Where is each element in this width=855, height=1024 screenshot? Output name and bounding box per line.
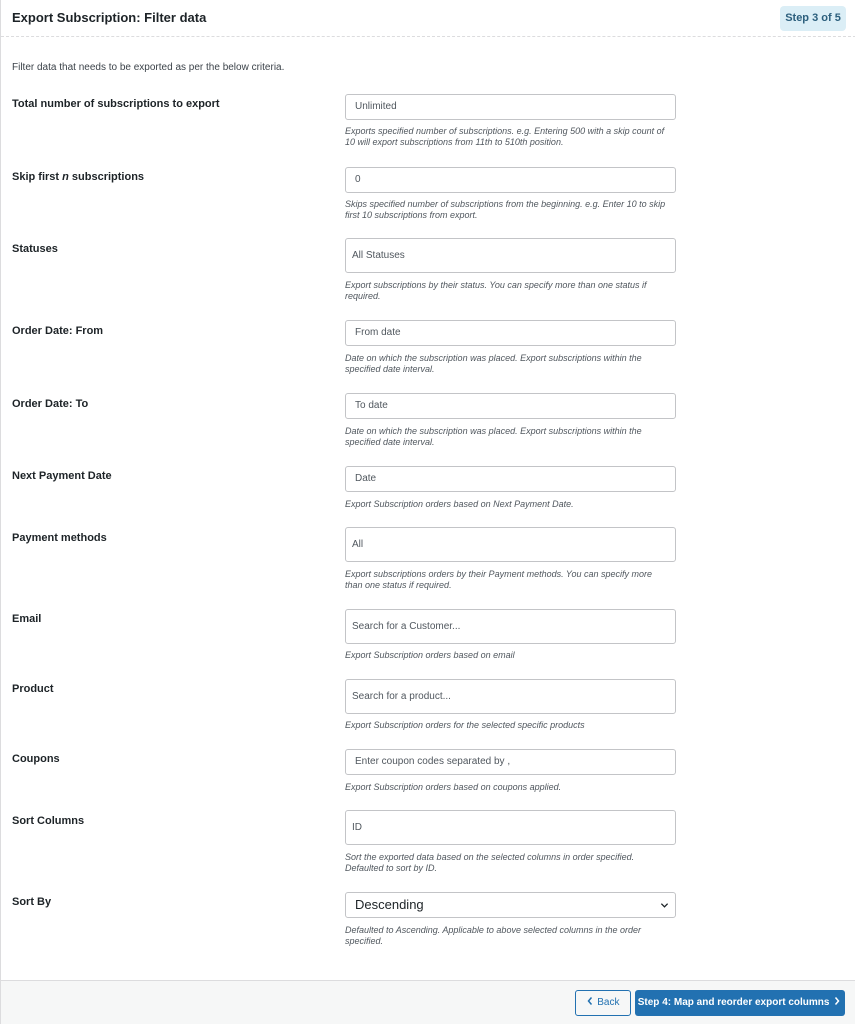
panel-header <box>1 0 855 37</box>
sort-by-desc-line1: Defaulted to Ascending. Applicable to above selected columns in the order <box>345 925 642 935</box>
intro-text: Filter data that needs to be exported as per the below criteria. <box>12 62 285 73</box>
payment-methods-label: Payment methods <box>12 532 107 544</box>
product-label: Product <box>12 683 54 695</box>
back-button-label: Back <box>597 997 620 1008</box>
skip-label-n: n <box>62 171 69 183</box>
panel-footer <box>1 980 855 1024</box>
next-step-button[interactable] <box>635 990 845 1016</box>
payment-methods-select[interactable]: All <box>345 527 676 562</box>
next-payment-label: Next Payment Date <box>12 470 112 482</box>
statuses-desc-line2: required. <box>345 291 381 301</box>
sort-columns-desc-line1: Sort the exported data based on the selected columns in order specified. <box>345 852 635 862</box>
skip-desc-line2: first 10 subscriptions from export. <box>345 210 478 220</box>
statuses-label: Statuses <box>12 243 58 255</box>
skip-label-post: subscriptions <box>68 171 145 183</box>
sort-by-selected: Descending <box>355 897 424 912</box>
sort-by-desc <box>345 925 685 947</box>
sort-by-label: Sort By <box>12 896 52 908</box>
email-desc <box>345 650 685 661</box>
sort-columns-desc-line2: Defaulted to sort by ID. <box>345 863 438 873</box>
date-from-label: Order Date: From <box>12 325 104 337</box>
date-to-label: Order Date: To <box>12 398 89 410</box>
next-step-button-label: Step 4: Map and reorder export columns <box>637 997 830 1008</box>
date-from-desc-line2: specified date interval. <box>345 364 435 374</box>
date-to-desc-line1: Date on which the subscription was placed. Export subscriptions within the <box>345 426 642 436</box>
email-label: Email <box>12 613 42 625</box>
next-payment-input[interactable]: Date <box>345 466 676 492</box>
chevron-down-icon <box>660 901 669 910</box>
statuses-desc <box>345 280 685 302</box>
coupons-input[interactable]: Enter coupon codes separated by , <box>345 749 676 775</box>
sort-columns-desc <box>345 852 685 874</box>
page-title: Export Subscription: Filter data <box>12 10 207 25</box>
product-desc-line1: Export Subscription orders for the selected specific products <box>345 720 585 730</box>
skip-input[interactable]: 0 <box>345 167 676 193</box>
total-input[interactable]: Unlimited <box>345 94 676 120</box>
date-to-desc <box>345 426 685 448</box>
date-from-desc-line1: Date on which the subscription was placed. Export subscriptions within the <box>345 353 642 363</box>
chevron-left-icon <box>586 996 594 1006</box>
email-desc-line1: Export Subscription orders based on email <box>345 650 515 660</box>
sort-by-select[interactable] <box>345 892 676 918</box>
total-desc-line1: Exports specified number of subscriptions. e.g. Entering 500 with a skip count of <box>345 126 665 136</box>
next-payment-desc-line1: Export Subscription orders based on Next Payment Date. <box>345 499 574 509</box>
date-to-desc-line2: specified date interval. <box>345 437 435 447</box>
email-select[interactable]: Search for a Customer... <box>345 609 676 644</box>
back-button[interactable] <box>575 990 631 1016</box>
date-to-input[interactable]: To date <box>345 393 676 419</box>
payment-methods-desc <box>345 569 685 591</box>
product-desc <box>345 720 685 731</box>
date-from-desc <box>345 353 685 375</box>
coupons-desc <box>345 782 685 793</box>
skip-label <box>12 171 144 183</box>
sort-columns-select[interactable]: ID <box>345 810 676 845</box>
total-desc <box>345 126 685 148</box>
chevron-right-icon <box>832 996 842 1006</box>
payment-methods-desc-line2: than one status if required. <box>345 580 452 590</box>
statuses-desc-line1: Export subscriptions by their status. You can specify more than one status if <box>345 280 647 290</box>
skip-desc <box>345 199 685 221</box>
coupons-desc-line1: Export Subscription orders based on coupons applied. <box>345 782 562 792</box>
step-badge: Step 3 of 5 <box>780 6 846 31</box>
skip-desc-line1: Skips specified number of subscriptions from the beginning. e.g. Enter 10 to skip <box>345 199 666 209</box>
skip-label-pre: Skip first <box>12 171 63 183</box>
product-select[interactable]: Search for a product... <box>345 679 676 714</box>
next-payment-desc <box>345 499 685 510</box>
total-desc-line2: 10 will export subscriptions from 11th to 510th position. <box>345 137 564 147</box>
payment-methods-desc-line1: Export subscriptions orders by their Payment methods. You can specify more <box>345 569 652 579</box>
date-from-input[interactable]: From date <box>345 320 676 346</box>
sort-columns-label: Sort Columns <box>12 815 85 827</box>
statuses-select[interactable]: All Statuses <box>345 238 676 273</box>
coupons-label: Coupons <box>12 753 60 765</box>
total-label: Total number of subscriptions to export <box>12 98 220 110</box>
sort-by-desc-line2: specified. <box>345 936 384 946</box>
